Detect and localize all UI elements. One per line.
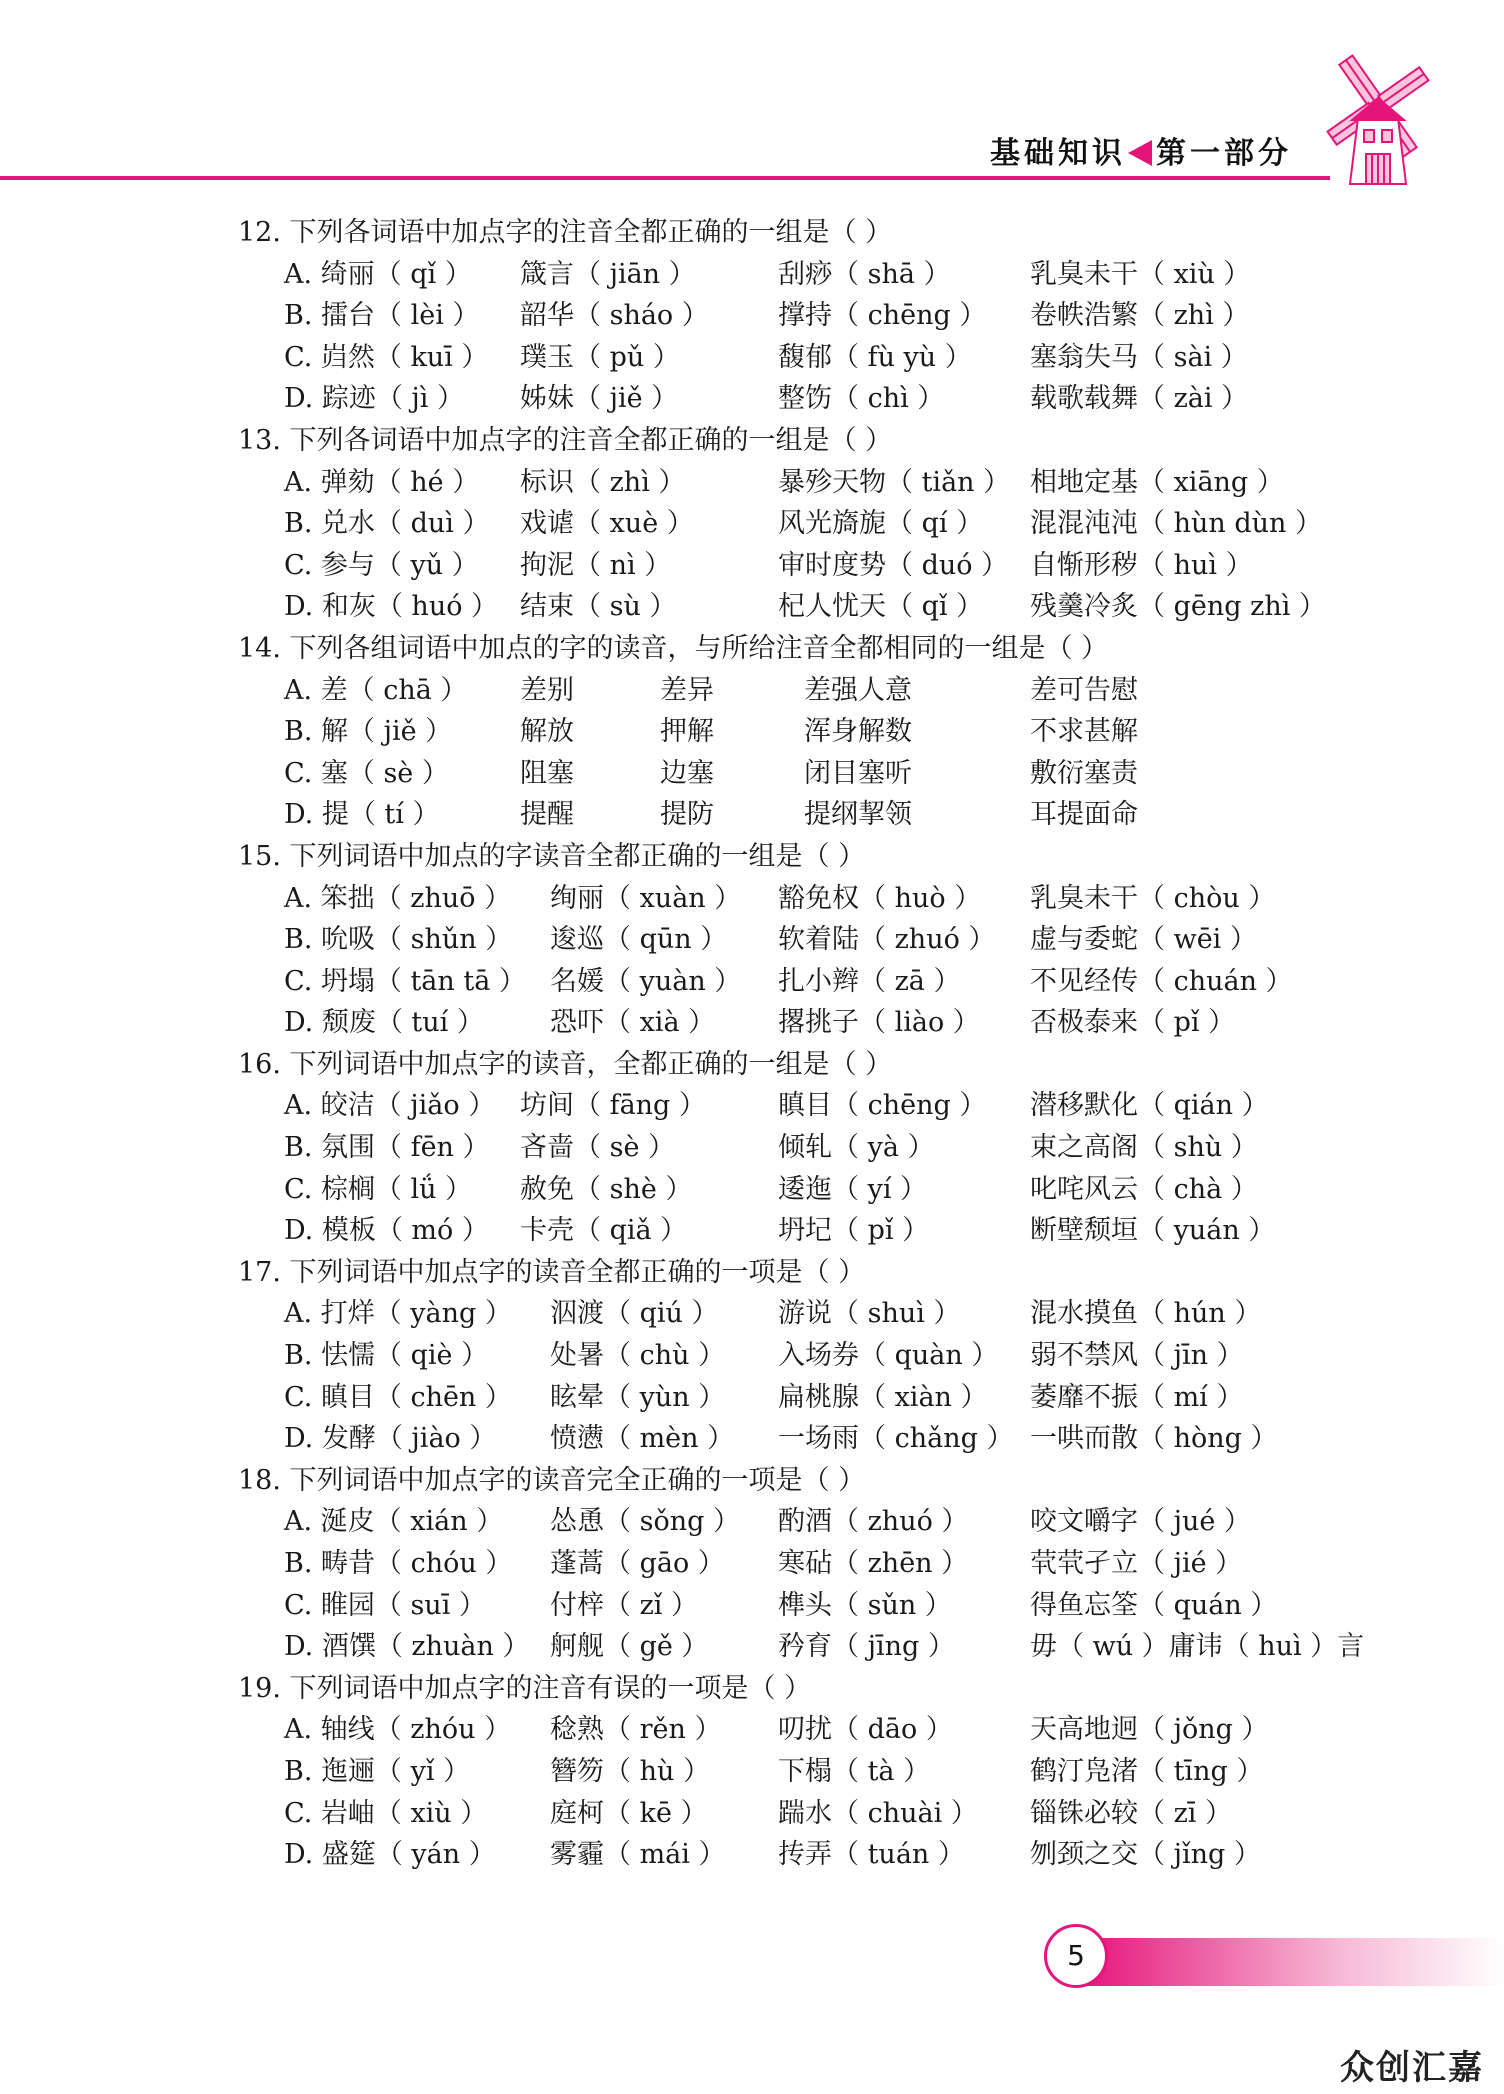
option-cell: 乳臭未干（ chòu ）: [1030, 882, 1276, 914]
option-cell: 不求甚解: [1030, 716, 1138, 748]
option-cell: 眩晕（ yùn ）: [550, 1381, 726, 1413]
option-row: [238, 1210, 1318, 1252]
option-cell: 愤懑（ mèn ）: [550, 1423, 735, 1455]
option-cell: D. 酒馔（ zhuàn ）: [284, 1631, 530, 1663]
option-row: [238, 961, 1318, 1003]
option-cell: 处暑（ chù ）: [550, 1340, 726, 1372]
option-row: [238, 503, 1322, 545]
option-row: [238, 1543, 1318, 1585]
option-cell: 舸舰（ gě ）: [550, 1631, 709, 1663]
option-cell: 载歌载舞（ zài ）: [1030, 383, 1249, 415]
question-13: [238, 420, 1326, 628]
option-cell: 一场雨（ chǎng ）: [778, 1423, 1014, 1455]
option-row: [238, 337, 1318, 379]
option-row: [238, 1127, 1318, 1169]
question-12: [238, 212, 1318, 420]
option-row: [238, 1834, 1318, 1876]
option-cell: 泅渡（ qiú ）: [550, 1298, 719, 1330]
option-cell: 游说（ shuì ）: [778, 1298, 961, 1330]
option-cell: 戏谑（ xuè ）: [520, 508, 694, 540]
option-cell: 差强人意: [804, 674, 912, 706]
option-cell: 标识（ zhì ）: [520, 466, 686, 498]
option-cell: 撂挑子（ liào ）: [778, 1007, 980, 1039]
option-cell: 卡壳（ qiǎ ）: [520, 1215, 688, 1247]
option-cell: 坊间（ fāng ）: [520, 1090, 706, 1122]
option-cell: D. 模板（ mó ）: [284, 1215, 489, 1247]
option-row: [238, 1002, 1318, 1044]
option-cell: C. 瞋目（ chēn ）: [284, 1381, 512, 1413]
option-cell: 残羹冷炙（ gēng zhì ）: [1030, 591, 1326, 623]
question-title: 13. 下列各词语中加点字的注音全都正确的一组是（ ）: [238, 424, 893, 456]
option-cell: 萎靡不振（ mí ）: [1030, 1381, 1244, 1413]
option-cell: 叱咤风云（ chà ）: [1030, 1173, 1258, 1205]
option-cell: C. 坍塌（ tān tā ）: [284, 965, 526, 997]
option-cell: 榫头（ sǔn ）: [778, 1589, 952, 1621]
option-row: [238, 919, 1318, 961]
option-cell: 刮痧（ shā ）: [778, 258, 951, 290]
option-row: [238, 254, 1318, 296]
windmill-icon: [1300, 48, 1450, 188]
option-cell: 否极泰来（ pǐ ）: [1030, 1007, 1236, 1039]
left-arrow-icon: [1128, 140, 1152, 166]
option-cell: 虚与委蛇（ wēi ）: [1030, 924, 1257, 956]
option-cell: 馥郁（ fù yù ）: [778, 341, 972, 373]
option-row: [238, 586, 1326, 628]
option-cell: B. 迤逦（ yǐ ）: [284, 1755, 471, 1787]
option-row: [238, 378, 1318, 420]
option-cell: 得鱼忘筌（ quán ）: [1030, 1589, 1278, 1621]
option-row: [238, 1793, 1318, 1835]
option-cell: 撑持（ chēng ）: [778, 300, 987, 332]
option-cell: 瞋目（ chēng ）: [778, 1090, 987, 1122]
option-cell: 入场券（ quàn ）: [778, 1340, 999, 1372]
option-cell: 差异: [660, 674, 714, 706]
section-title: 基础知识: [990, 136, 1126, 171]
option-cell: 绚丽（ xuàn ）: [550, 882, 742, 914]
option-cell: 韶华（ sháo ）: [520, 300, 709, 332]
option-cell: D. 盛筵（ yán ）: [284, 1839, 496, 1871]
option-cell: D. 踪迹（ jì ）: [284, 383, 465, 415]
option-cell: C. 棕榈（ lǘ ）: [284, 1173, 473, 1205]
chapter-header: [990, 128, 1292, 172]
option-cell: 毋（ wú ）庸讳（ huì ）言: [1030, 1631, 1365, 1663]
question-list: [238, 212, 1365, 1876]
option-row: [238, 545, 1318, 587]
option-cell: 相地定基（ xiāng ）: [1030, 466, 1284, 498]
option-cell: A. 绮丽（ qǐ ）: [284, 258, 472, 290]
option-cell: C. 睢园（ suī ）: [284, 1589, 486, 1621]
option-cell: 软着陆（ zhuó ）: [778, 924, 996, 956]
option-cell: 提醒: [520, 799, 574, 831]
option-cell: 束之高阁（ shù ）: [1030, 1132, 1258, 1164]
option-cell: A. 皎洁（ jiǎo ）: [284, 1090, 496, 1122]
option-cell: 坍圮（ pǐ ）: [778, 1215, 930, 1247]
option-row: [238, 1751, 1318, 1793]
option-cell: 敷衍塞责: [1030, 757, 1138, 789]
question-title: 12. 下列各词语中加点字的注音全都正确的一组是（ ）: [238, 217, 893, 248]
option-cell: D. 发酵（ jiào ）: [284, 1423, 497, 1455]
option-cell: 鹤汀凫渚（ tīng ）: [1030, 1755, 1264, 1787]
option-cell: 逡巡（ qūn ）: [550, 924, 728, 956]
option-cell: 断壁颓垣（ yuán ）: [1030, 1215, 1276, 1247]
question-title: 14. 下列各组词语中加点的字的读音，与所给注音全都相同的一组是（ ）: [238, 632, 1109, 664]
question-title: 15. 下列词语中加点的字读音全都正确的一组是（ ）: [238, 840, 866, 872]
option-row: [238, 1709, 1318, 1751]
option-cell: 扎小辫（ zā ）: [778, 965, 961, 997]
option-cell: 混混沌沌（ hùn dùn ）: [1030, 508, 1322, 540]
option-cell: 提纲挈领: [804, 799, 912, 831]
option-cell: 咬文嚼字（ jué ）: [1030, 1506, 1251, 1538]
option-cell: 暴殄天物（ tiǎn ）: [778, 466, 1011, 498]
option-cell: C. 参与（ yǔ ）: [284, 549, 479, 581]
option-cell: B. 吮吸（ shǔn ）: [284, 924, 513, 956]
option-cell: A. 笨拙（ zhuō ）: [284, 882, 512, 914]
option-cell: 潜移默化（ qián ）: [1030, 1090, 1269, 1122]
option-cell: 箴言（ jiān ）: [520, 258, 696, 290]
question-19: [238, 1668, 1318, 1876]
question-14: [238, 628, 1318, 836]
option-cell: 叨扰（ dāo ）: [778, 1714, 953, 1746]
option-cell: 倾轧（ yà ）: [778, 1132, 935, 1164]
question-title: 17. 下列词语中加点字的读音全都正确的一项是（ ）: [238, 1256, 866, 1288]
option-cell: A. 涎皮（ xián ）: [284, 1506, 504, 1538]
option-cell: 结束（ sù ）: [520, 591, 677, 623]
option-cell: 押解: [660, 716, 714, 748]
option-cell: 卷帙浩繁（ zhì ）: [1030, 300, 1250, 332]
option-cell: 塞翁失马（ sài ）: [1030, 341, 1248, 373]
option-cell: 稔熟（ rěn ）: [550, 1714, 722, 1746]
question-16: [238, 1044, 1318, 1252]
option-cell: 提防: [660, 799, 714, 831]
option-cell: B. 解（ jiě ）: [284, 716, 453, 748]
option-cell: 下榻（ tà ）: [778, 1755, 931, 1787]
option-cell: 名媛（ yuàn ）: [550, 965, 742, 997]
option-row: [238, 1169, 1318, 1211]
option-cell: 风光旖旎（ qí ）: [778, 508, 984, 540]
question-15: [238, 836, 1318, 1044]
option-cell: C. 塞（ sè ）: [284, 757, 449, 789]
option-cell: 拘泥（ nì ）: [520, 549, 672, 581]
option-cell: 闭目塞听: [804, 757, 912, 789]
option-cell: 乳臭未干（ xiù ）: [1030, 258, 1251, 290]
option-cell: 付梓（ zǐ ）: [550, 1589, 699, 1621]
question-17: [238, 1252, 1318, 1460]
option-cell: 锱铢必较（ zī ）: [1030, 1797, 1233, 1829]
option-cell: 寒砧（ zhēn ）: [778, 1548, 969, 1579]
page-number-bar: [1080, 1938, 1504, 1986]
question-title: 16. 下列词语中加点字的读音，全都正确的一组是（ ）: [238, 1048, 893, 1080]
option-cell: 边塞: [660, 757, 714, 789]
option-cell: 整饬（ chì ）: [778, 383, 945, 415]
option-row: [238, 295, 1318, 337]
option-row: [238, 753, 1318, 795]
option-cell: B. 氛围（ fēn ）: [284, 1132, 490, 1164]
option-cell: 姊妹（ jiě ）: [520, 383, 679, 415]
option-cell: B. 擂台（ lèi ）: [284, 300, 480, 332]
option-cell: 庭柯（ kē ）: [550, 1797, 708, 1829]
question-title: 18. 下列词语中加点字的读音完全正确的一项是（ ）: [238, 1464, 866, 1496]
option-cell: A. 差（ chā ）: [284, 674, 468, 706]
option-cell: 扁桃腺（ xiàn ）: [778, 1381, 988, 1413]
watermark-logo: 众创汇嘉: [1340, 2048, 1484, 2088]
option-cell: 差别: [520, 674, 574, 706]
option-row: [238, 1626, 1365, 1668]
option-cell: 一哄而散（ hòng ）: [1030, 1423, 1278, 1455]
option-row: [238, 1501, 1318, 1543]
page-number: 5: [1044, 1924, 1108, 1988]
option-row: [238, 1377, 1318, 1419]
option-cell: 雾霾（ mái ）: [550, 1839, 726, 1871]
part-title: 第一部分: [1156, 136, 1292, 171]
header-rule: [0, 176, 1330, 180]
option-row: [238, 462, 1318, 504]
option-cell: 弱不禁风（ jīn ）: [1030, 1340, 1244, 1372]
option-cell: C. 岩岫（ xiù ）: [284, 1797, 488, 1829]
option-row: [238, 1335, 1318, 1377]
option-cell: 混水摸鱼（ hún ）: [1030, 1298, 1262, 1330]
option-cell: 蓬蒿（ gāo ）: [550, 1548, 725, 1579]
option-cell: 恐吓（ xià ）: [550, 1007, 716, 1039]
option-cell: 矜育（ jīng ）: [778, 1631, 955, 1663]
option-cell: A. 打烊（ yàng ）: [284, 1298, 512, 1330]
option-cell: 阻塞: [520, 757, 574, 789]
option-row: [238, 670, 1318, 712]
option-cell: 天高地迥（ jǒng ）: [1030, 1714, 1269, 1746]
option-cell: 浑身解数: [804, 716, 912, 748]
option-row: [238, 878, 1318, 920]
option-cell: 解放: [520, 716, 574, 748]
option-cell: A. 轴线（ zhóu ）: [284, 1714, 512, 1746]
option-cell: 逶迤（ yí ）: [778, 1173, 928, 1205]
option-cell: 璞玉（ pǔ ）: [520, 341, 680, 373]
option-cell: C. 岿然（ kuī ）: [284, 341, 489, 373]
option-cell: 怂恿（ sǒng ）: [550, 1506, 740, 1538]
option-cell: 豁免权（ huò ）: [778, 882, 982, 914]
option-row: [238, 1418, 1318, 1460]
option-cell: D. 和灰（ huó ）: [284, 591, 499, 623]
option-cell: 踹水（ chuài ）: [778, 1797, 978, 1829]
option-cell: 酌酒（ zhuó ）: [778, 1506, 969, 1538]
option-cell: 簪笏（ hù ）: [550, 1755, 710, 1787]
question-18: [238, 1460, 1365, 1668]
option-cell: 审时度势（ duó ）: [778, 549, 1009, 581]
option-cell: 杞人忧天（ qǐ ）: [778, 591, 984, 623]
option-cell: 耳提面命: [1030, 799, 1138, 831]
option-cell: 茕茕孑立（ jié ）: [1030, 1548, 1243, 1579]
option-cell: 抟弄（ tuán ）: [778, 1839, 965, 1871]
option-cell: 自惭形秽（ huì ）: [1030, 549, 1253, 581]
option-row: [238, 794, 1318, 836]
option-cell: B. 畴昔（ chóu ）: [284, 1548, 513, 1579]
option-cell: D. 提（ tí ）: [284, 799, 440, 831]
option-cell: 赦免（ shè ）: [520, 1173, 693, 1205]
option-row: [238, 711, 1318, 753]
option-cell: B. 兑水（ duì ）: [284, 508, 490, 540]
option-cell: 不见经传（ chuán ）: [1030, 965, 1293, 997]
option-row: [238, 1085, 1318, 1127]
option-cell: 刎颈之交（ jǐng ）: [1030, 1839, 1261, 1871]
option-row: [238, 1585, 1318, 1627]
option-cell: 差可告慰: [1030, 674, 1138, 706]
option-cell: D. 颓废（ tuí ）: [284, 1007, 484, 1039]
question-title: 19. 下列词语中加点字的注音有误的一项是（ ）: [238, 1672, 812, 1704]
option-row: [238, 1293, 1318, 1335]
option-cell: A. 弹劾（ hé ）: [284, 466, 480, 498]
option-cell: 吝啬（ sè ）: [520, 1132, 675, 1164]
option-cell: B. 怯懦（ qiè ）: [284, 1340, 489, 1372]
